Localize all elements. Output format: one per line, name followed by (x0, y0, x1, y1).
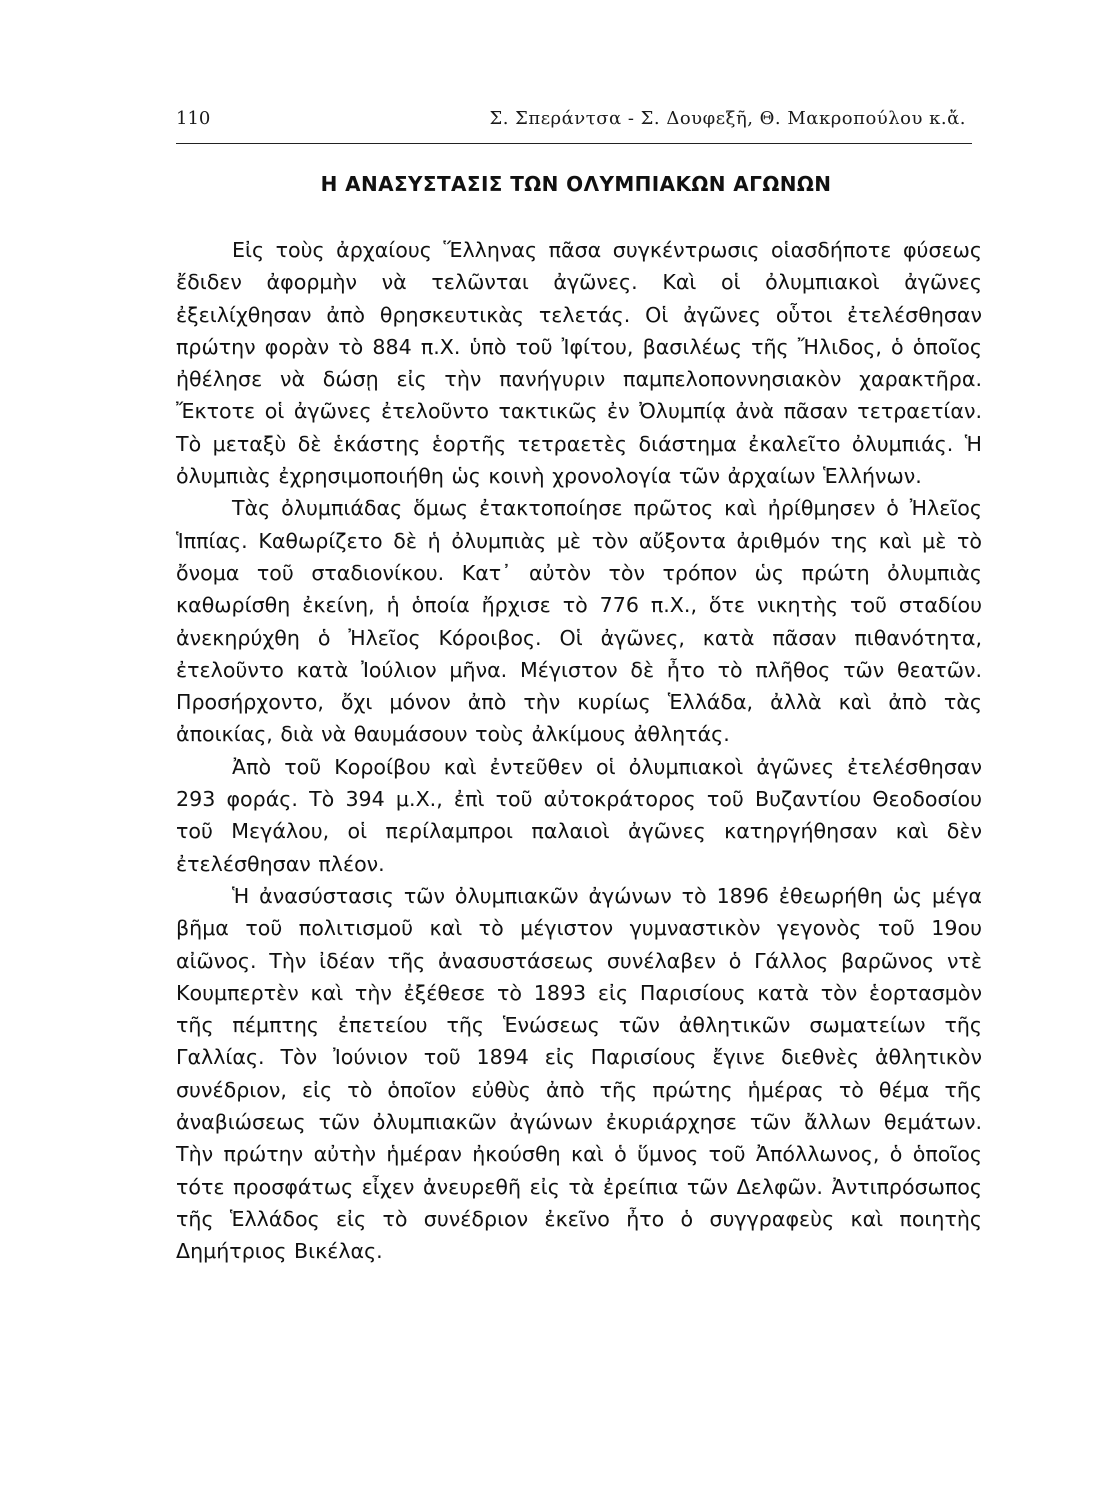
chapter-title: Η ΑΝΑΣΥΣΤΑΣΙΣ ΤΩΝ ΟΛΥΜΠΙΑΚΩΝ ΑΓΩΝΩΝ (320, 172, 832, 196)
paragraph-1: Εἰς τοὺς ἀρχαίους Ἕλληνας πᾶσα συγκέντρωσις οἱασδήποτε φύσεως ἔδιδεν ἀφορμὴν νὰ τελῶνται ἀγῶνες. Καὶ οἱ ὀλυμπιακοὶ ἀγῶνες ἐξειλίχθησαν ἀπὸ θρησκευτικὰς τελετάς. Οἱ ἀγῶνες οὗτοι ἐτελέσθησαν πρώτην φορὰν τὸ 884 π.Χ. ὑπὸ τοῦ Ἰφίτου, βασιλέως τῆς Ἤλιδος, ὁ ὁποῖος ἠθέλησε νὰ δώσῃ εἰς τὴν πανήγυριν παμπελοποννησιακὸν χαρακτῆρα. Ἔκτοτε οἱ ἀγῶνες ἐτελοῦντο τακτικῶς ἐν Ὀλυμπίᾳ ἀνὰ πᾶσαν τετραετίαν. Τὸ μεταξὺ δὲ ἑκάστης ἑορτῆς τετραετὲς διάστημα ἐκαλεῖτο ὀλυμπιάς. Ἡ ὀλυμπιὰς ἐχρησιμοποιήθη ὡς κοινὴ χρονολογία τῶν ἀρχαίων Ἑλλήνων. (176, 238, 982, 489)
page-header (176, 102, 972, 136)
page-number: 110 (176, 108, 211, 129)
body-text (176, 234, 982, 1268)
paragraph-2: Τὰς ὀλυμπιάδας ὅμως ἐτακτοποίησε πρῶτος καὶ ἠρίθμησεν ὁ Ἠλεῖος Ἱππίας. Καθωρίζετο δὲ ἡ ὀλυμπιὰς μὲ τὸν αὔξοντα ἀριθμόν της καὶ μὲ τὸ ὄνομα τοῦ σταδιονίκου. Κατ᾽ αὐτὸν τὸν τρόπον ὡς πρώτη ὀλυμπιὰς καθωρίσθη ἐκείνη, ἡ ὁποία ἤρχισε τὸ 776 π.Χ., ὅτε νικητὴς τοῦ σταδίου ἀνεκηρύχθη ὁ Ἠλεῖος Κόροιβος. Οἱ ἀγῶνες, κατὰ πᾶσαν πιθανότητα, ἐτελοῦντο κατὰ Ἰούλιον μῆνα. Μέγιστον δὲ ἦτο τὸ πλῆθος τῶν θεατῶν. Προσήρχοντο, ὄχι μόνον ἀπὸ τὴν κυρίως Ἑλλάδα, ἀλλὰ καὶ ἀπὸ τὰς ἀποικίας, διὰ νὰ θαυμάσουν τοὺς ἀλκίμους ἀθλητάς. (176, 496, 982, 747)
running-head: Σ. Σπεράντσα - Σ. Δουφεξῆ, Θ. Μακροπούλου κ.ἄ. (489, 108, 966, 129)
header-rule (176, 143, 972, 144)
paragraph-4: Ἡ ἀνασύστασις τῶν ὀλυμπιακῶν ἀγώνων τὸ 1896 ἐθεωρήθη ὡς μέγα βῆμα τοῦ πολιτισμοῦ καὶ τὸ μέγιστον γυμναστικὸν γεγονὸς τοῦ 19ου αἰῶνος. Τὴν ἰδέαν τῆς ἀνασυστάσεως συνέλαβεν ὁ Γάλλος βαρῶνος ντὲ Κουμπερτὲν καὶ τὴν ἐξέθεσε τὸ 1893 εἰς Παρισίους κατὰ τὸν ἑορτασμὸν τῆς πέμπτης ἐπετείου τῆς Ἑνώσεως τῶν ἀθλητικῶν σωματείων τῆς Γαλλίας. Τὸν Ἰούνιον τοῦ 1894 εἰς Παρισίους ἔγινε διεθνὲς ἀθλητικὸν συνέδριον, εἰς τὸ ὁποῖον εὐθὺς ἀπὸ τῆς πρώτης ἡμέρας τὸ θέμα τῆς ἀναβιώσεως τῶν ὀλυμπιακῶν ἀγώνων ἐκυριάρχησε τῶν ἄλλων θεμάτων. Τὴν πρώτην αὐτὴν ἡμέραν ἠκούσθη καὶ ὁ ὕμνος τοῦ Ἀπόλλωνος, ὁ ὁποῖος τότε προσφάτως εἶχεν ἀνευρεθῆ εἰς τὰ ἐρείπια τῶν Δελφῶν. Ἀντιπρόσωπος τῆς Ἑλλάδος εἰς τὸ συνέδριον ἐκεῖνο ἦτο ὁ συγγραφεὺς καὶ ποιητὴς Δημήτριος Βικέλας. (176, 883, 982, 1264)
paragraph-3: Ἀπὸ τοῦ Κοροίβου καὶ ἐντεῦθεν οἱ ὀλυμπιακοὶ ἀγῶνες ἐτελέσθησαν 293 φοράς. Τὸ 394 μ.Χ., ἐπὶ τοῦ αὐτοκράτορος τοῦ Βυζαντίου Θεοδοσίου τοῦ Μεγάλου, οἱ περίλαμπροι παλαιοὶ ἀγῶνες κατηργήθησαν καὶ δὲν ἐτελέσθησαν πλέον. (176, 754, 982, 876)
